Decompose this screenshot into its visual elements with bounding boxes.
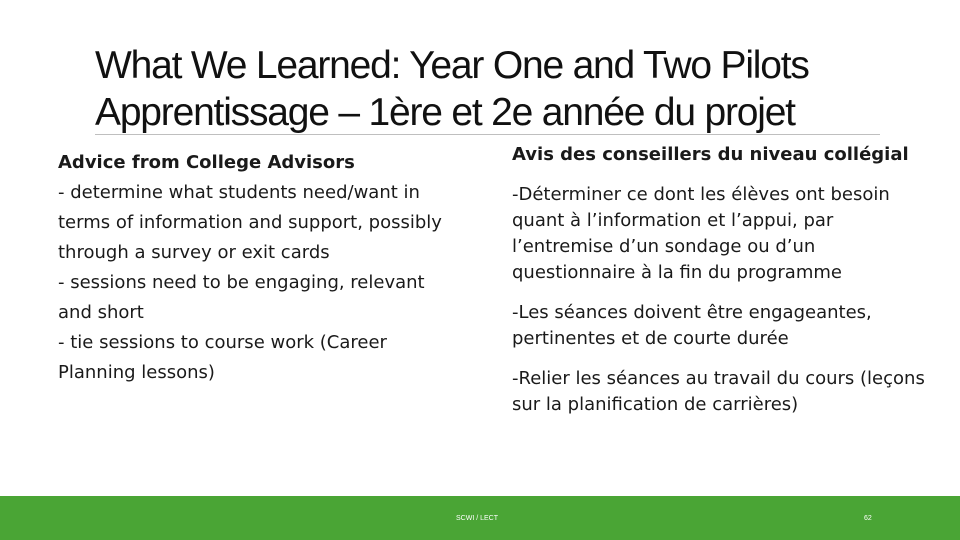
english-line: - tie sessions to course work (Career — [58, 332, 387, 353]
slide-title-line-1: What We Learned: Year One and Two Pilots — [95, 44, 809, 87]
french-heading: Avis des conseillers du niveau collégial — [512, 144, 909, 165]
english-line: and short — [58, 302, 144, 323]
footer-bar — [0, 496, 960, 540]
french-paragraph: -Relier les séances au travail du cours (leçons sur la planification de carrières) — [512, 368, 925, 415]
slide-title — [95, 42, 895, 136]
slide-title-line-2: Apprentissage – 1ère et 2e année du projet — [95, 91, 795, 134]
english-line: - sessions need to be engaging, relevant — [58, 272, 425, 293]
english-line: terms of information and support, possibly — [58, 212, 442, 233]
french-content-column — [512, 142, 932, 432]
title-divider — [95, 134, 880, 135]
english-line: - determine what students need/want in — [58, 182, 420, 203]
english-content-column — [58, 148, 478, 388]
english-line: through a survey or exit cards — [58, 242, 330, 263]
english-heading: Advice from College Advisors — [58, 152, 355, 173]
french-paragraph: -Les séances doivent être engageantes, pertinentes et de courte durée — [512, 302, 872, 349]
french-paragraph: -Déterminer ce dont les élèves ont besoin quant à l’information et l’appui, par l’entremise d’un sondage ou d’un questionnaire à la fin du programme — [512, 184, 890, 283]
english-line: Planning lessons) — [58, 362, 215, 383]
page-number: 62 — [864, 515, 872, 522]
footer-label: SCWI / LECT — [456, 515, 499, 522]
